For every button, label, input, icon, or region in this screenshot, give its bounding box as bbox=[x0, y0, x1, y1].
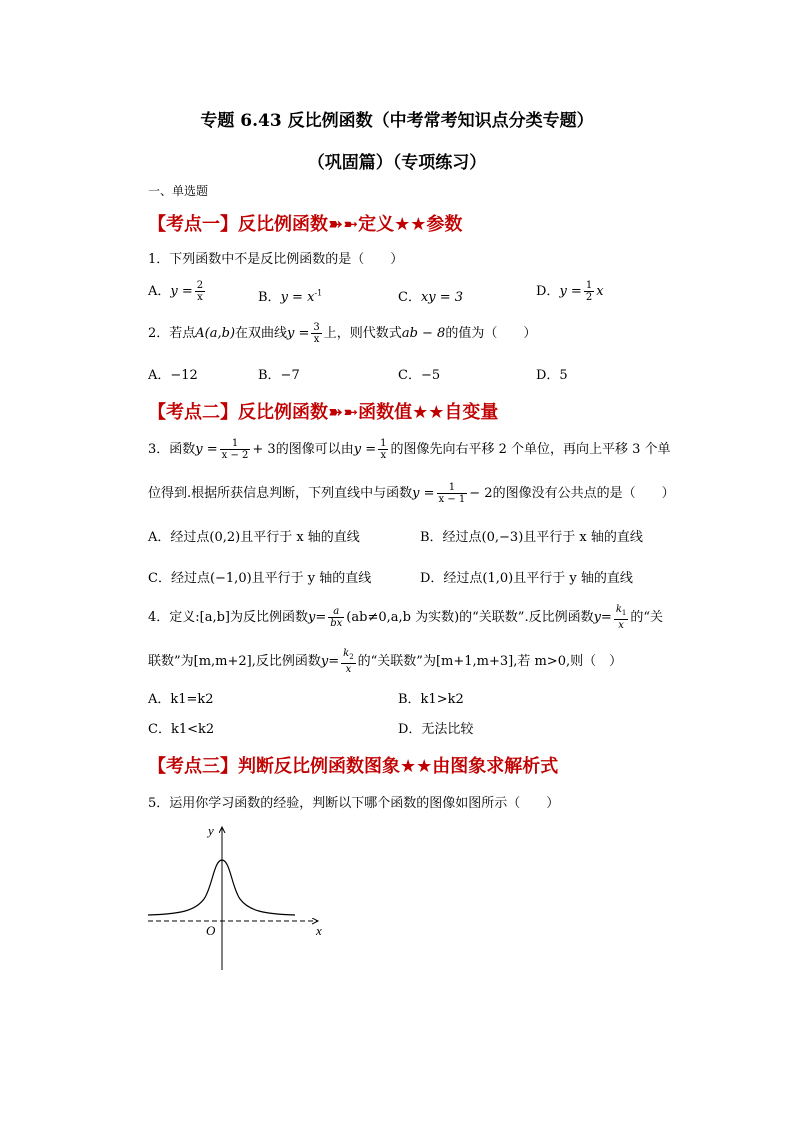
question-4-option-d: D．无法比较 bbox=[398, 722, 474, 737]
origin-label: O bbox=[206, 923, 216, 938]
question-3-line2: 位得到.根据所获信息判断，下列直线中与函数y = $\frac{1}{x - 1}$ − 2的图像没有公共点的是（ ） bbox=[148, 482, 675, 505]
kaodian-2-heading: 【考点二】反比例函数➽➼函数值★★自变量 bbox=[148, 402, 499, 423]
question-1-option-c: C．xy = 3 bbox=[398, 290, 464, 305]
question-3-line1: 3．函数y = $\frac{1}{x - 2}$ + 3的图像可以由y = $\frac{1}{x}$ 的图像先向右平移 2 个单位，再向上平移 3 个单 bbox=[148, 438, 671, 461]
kaodian-3-heading: 【考点三】判断反比例函数图象★★由图象求解析式 bbox=[148, 756, 559, 777]
question-2-option-c: C．−5 bbox=[398, 368, 441, 383]
question-5-graph bbox=[140, 815, 340, 975]
question-3-option-a: A．经过点(0,2)且平行于 x 轴的直线 bbox=[148, 530, 360, 545]
question-4-line2: 联数”为[m,m+2],反比例函数y= $\frac{k_2}{x}$ 的“关联数”为[m+1,m+3],若 m>0,则（ ） bbox=[148, 648, 623, 675]
question-2-stem: 2．若点A(a,b)在双曲线y = $\frac{3}{x}$ 上，则代数式ab − 8的值为（ ） bbox=[148, 322, 537, 345]
question-4-option-a: A．k1=k2 bbox=[148, 692, 214, 707]
question-3-option-d: D．经过点(1,0)且平行于 y 轴的直线 bbox=[420, 571, 633, 586]
question-1-stem: 1．下列函数中不是反比例函数的是（ ） bbox=[148, 252, 404, 267]
question-4-option-c: C．k1<k2 bbox=[148, 722, 215, 737]
section-heading: 一、单选题 bbox=[148, 184, 209, 198]
doc-title-line1: 专题 6.43 反比例函数（中考常考知识点分类专题） bbox=[200, 111, 594, 131]
question-1-option-d: D．y = $\frac{1}{2}$ x bbox=[536, 280, 604, 303]
question-3-option-c: C．经过点(−1,0)且平行于 y 轴的直线 bbox=[148, 571, 372, 586]
question-2-option-a: A．−12 bbox=[148, 368, 198, 383]
question-1-option-a: A．y = $\frac{2}{x}$ bbox=[148, 280, 204, 303]
x-axis-label: x bbox=[316, 923, 322, 938]
question-3-option-b: B．经过点(0,−3)且平行于 x 轴的直线 bbox=[420, 530, 643, 545]
question-2-option-d: D．5 bbox=[536, 368, 568, 383]
kaodian-1-heading: 【考点一】反比例函数➽➼定义★★参数 bbox=[148, 214, 463, 235]
question-1-option-b: B．$y = x^{-1}$ bbox=[258, 288, 323, 305]
question-4-line1: 4．定义:[a,b]为反比例函数y= $\frac{a}{bx}$ (ab≠0,a,b 为实数)的“关联数”.反比例函数y= $\frac{k_1}{x}$ 的“关 bbox=[148, 604, 664, 631]
doc-title-line2: （巩固篇）（专项练习） bbox=[307, 153, 487, 173]
y-axis-label: y bbox=[208, 823, 214, 838]
question-5-stem: 5．运用你学习函数的经验，判断以下哪个函数的图像如图所示（ ） bbox=[148, 796, 560, 811]
question-4-option-b: B．k1>k2 bbox=[398, 692, 464, 707]
question-2-option-b: B．−7 bbox=[258, 368, 300, 383]
